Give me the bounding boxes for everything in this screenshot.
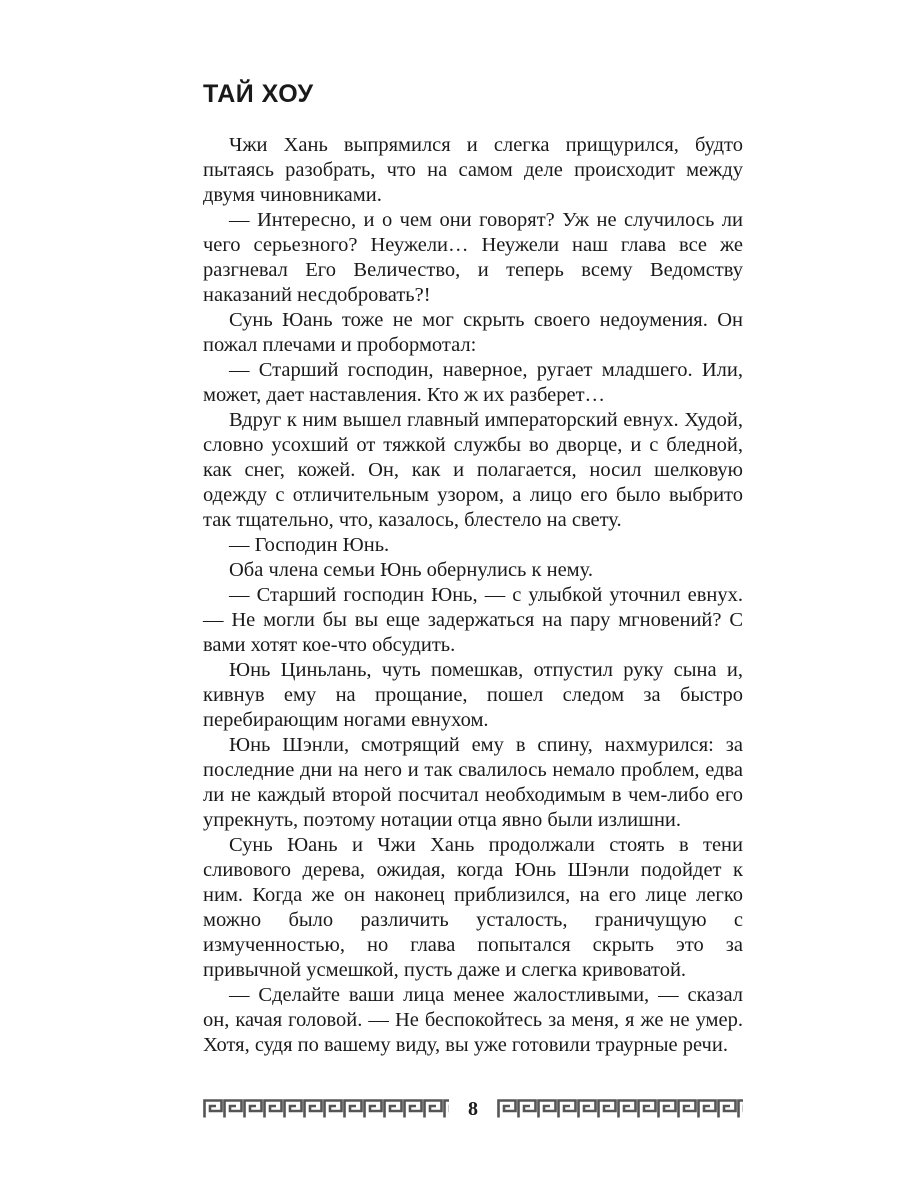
paragraph: — Старший господин, наверное, ругает младшего. Или, может, дает наставления. Кто ж их разберет… bbox=[203, 359, 743, 406]
paragraph: Юнь Шэнли, смотрящий ему в спину, нахмурился: за последние дни на него и так свалилось немало проблем, едва ли не каждый второй посчитал необходимым в чем-либо его упрекнуть, поэтому нотации отца явно были излишни. bbox=[203, 734, 743, 831]
paragraph: Сунь Юань и Чжи Хань продолжали стоять в тени сливового дерева, ожидая, когда Юнь Шэнли подойдет к ним. Когда же он наконец приблизился, на его лице легко можно было различить усталость, граничущую с измученностью, но глава попытался скрыть это за привычной усмешкой, пусть даже и слегка кривоватой. bbox=[203, 834, 743, 981]
paragraph: Сунь Юань тоже не мог скрыть своего недоумения. Он пожал плечами и пробормотал: bbox=[203, 309, 743, 356]
paragraph: — Старший господин Юнь, — с улыбкой уточнил евнух. — Не могли бы вы еще задержаться на пару мгновений? С вами хотят кое-что обсудить. bbox=[203, 584, 743, 656]
running-title: ТАЙ ХОУ bbox=[203, 80, 314, 108]
paragraph: Чжи Хань выпрямился и слегка прищурился, будто пытаясь разобрать, что на самом деле происходит между двумя чиновниками. bbox=[203, 134, 743, 206]
paragraph: — Интересно, и о чем они говорят? Уж не случилось ли чего серьезного? Неужели… Неужели наш глава все же разгневал Его Величество, и теперь всему Ведомству наказаний несдобровать?! bbox=[203, 209, 743, 306]
greek-key-ornament-right bbox=[497, 1099, 743, 1119]
paragraph: Юнь Циньлань, чуть помешкав, отпустил руку сына и, кивнув ему на прощание, пошел следом за быстро перебирающим ногами евнухом. bbox=[203, 659, 743, 731]
paragraph: Вдруг к ним вышел главный императорский евнух. Худой, словно усохший от тяжкой службы во дворце, и с бледной, как снег, кожей. Он, как и полагается, носил шелковую одежду с отличительным узором, а лицо его было выбрито так тщательно, что, казалось, блестело на свету. bbox=[203, 409, 743, 531]
paragraph: — Сделайте ваши лица менее жалостливыми, — сказал он, качая головой. — Не беспокойтесь за меня, я же не умер. Хотя, судя по вашему виду, вы уже готовили траурные речи. bbox=[203, 984, 743, 1056]
page-number: 8 bbox=[468, 1097, 478, 1120]
greek-key-ornament-left bbox=[203, 1099, 449, 1119]
paragraph: — Господин Юнь. bbox=[229, 534, 390, 556]
body-text bbox=[203, 133, 743, 1058]
page-footer bbox=[203, 1094, 743, 1124]
paragraph: Оба члена семьи Юнь обернулись к нему. bbox=[229, 559, 593, 581]
